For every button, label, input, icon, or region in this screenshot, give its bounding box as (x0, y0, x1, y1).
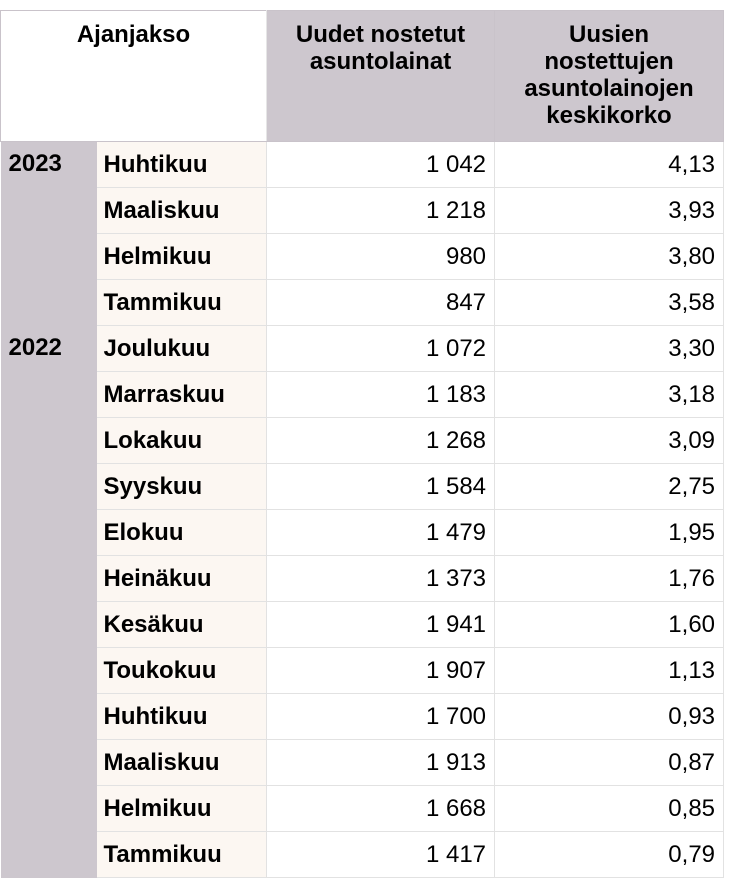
header-new-loans: Uudet nostetut asuntolainat (267, 11, 495, 142)
avg-rate-cell: 0,79 (495, 832, 724, 878)
month-cell: Syyskuu (97, 464, 267, 510)
year-cell (1, 280, 97, 326)
month-cell: Huhtikuu (97, 142, 267, 188)
month-cell: Elokuu (97, 510, 267, 556)
avg-rate-cell: 3,09 (495, 418, 724, 464)
month-cell: Marraskuu (97, 372, 267, 418)
new-loans-cell: 1 479 (267, 510, 495, 556)
table-row (1, 556, 724, 602)
header-avg-rate: Uusien nostettujen asuntolainojen keskikorko (495, 11, 724, 142)
avg-rate-cell: 2,75 (495, 464, 724, 510)
header-row (1, 11, 724, 142)
new-loans-cell: 1 373 (267, 556, 495, 602)
year-cell (1, 786, 97, 832)
avg-rate-cell: 1,13 (495, 648, 724, 694)
new-loans-cell: 1 941 (267, 602, 495, 648)
new-loans-cell: 1 268 (267, 418, 495, 464)
year-cell: 2022 (1, 326, 97, 372)
new-loans-cell: 980 (267, 234, 495, 280)
table-row (1, 418, 724, 464)
avg-rate-cell: 3,30 (495, 326, 724, 372)
year-cell (1, 464, 97, 510)
month-cell: Toukokuu (97, 648, 267, 694)
table-row (1, 326, 724, 372)
year-cell: 2023 (1, 142, 97, 188)
year-cell (1, 602, 97, 648)
avg-rate-cell: 1,60 (495, 602, 724, 648)
year-cell (1, 418, 97, 464)
new-loans-cell: 1 218 (267, 188, 495, 234)
table-row (1, 510, 724, 556)
year-cell (1, 188, 97, 234)
month-cell: Helmikuu (97, 786, 267, 832)
year-cell (1, 694, 97, 740)
avg-rate-cell: 1,95 (495, 510, 724, 556)
new-loans-cell: 1 417 (267, 832, 495, 878)
avg-rate-cell: 0,93 (495, 694, 724, 740)
table-row (1, 740, 724, 786)
table-row (1, 648, 724, 694)
new-loans-cell: 1 042 (267, 142, 495, 188)
avg-rate-cell: 0,87 (495, 740, 724, 786)
avg-rate-cell: 3,58 (495, 280, 724, 326)
month-cell: Kesäkuu (97, 602, 267, 648)
table-row (1, 234, 724, 280)
table-row (1, 602, 724, 648)
loan-table (0, 10, 724, 878)
new-loans-cell: 1 700 (267, 694, 495, 740)
avg-rate-cell: 4,13 (495, 142, 724, 188)
avg-rate-cell: 3,18 (495, 372, 724, 418)
month-cell: Tammikuu (97, 832, 267, 878)
header-period: Ajanjakso (1, 11, 267, 142)
year-cell (1, 234, 97, 280)
table-row (1, 372, 724, 418)
table-row (1, 188, 724, 234)
table-row (1, 464, 724, 510)
new-loans-cell: 1 913 (267, 740, 495, 786)
avg-rate-cell: 1,76 (495, 556, 724, 602)
table-row (1, 786, 724, 832)
new-loans-cell: 847 (267, 280, 495, 326)
table-row (1, 142, 724, 188)
month-cell: Joulukuu (97, 326, 267, 372)
month-cell: Heinäkuu (97, 556, 267, 602)
avg-rate-cell: 0,85 (495, 786, 724, 832)
year-cell (1, 740, 97, 786)
table-body (1, 142, 724, 878)
new-loans-cell: 1 072 (267, 326, 495, 372)
year-cell (1, 648, 97, 694)
year-cell (1, 510, 97, 556)
year-cell (1, 832, 97, 878)
avg-rate-cell: 3,80 (495, 234, 724, 280)
table-row (1, 280, 724, 326)
month-cell: Tammikuu (97, 280, 267, 326)
month-cell: Huhtikuu (97, 694, 267, 740)
year-cell (1, 556, 97, 602)
year-cell (1, 372, 97, 418)
new-loans-cell: 1 907 (267, 648, 495, 694)
table-row (1, 694, 724, 740)
table-row (1, 832, 724, 878)
new-loans-cell: 1 584 (267, 464, 495, 510)
month-cell: Maaliskuu (97, 188, 267, 234)
new-loans-cell: 1 668 (267, 786, 495, 832)
month-cell: Maaliskuu (97, 740, 267, 786)
new-loans-cell: 1 183 (267, 372, 495, 418)
month-cell: Helmikuu (97, 234, 267, 280)
month-cell: Lokakuu (97, 418, 267, 464)
avg-rate-cell: 3,93 (495, 188, 724, 234)
